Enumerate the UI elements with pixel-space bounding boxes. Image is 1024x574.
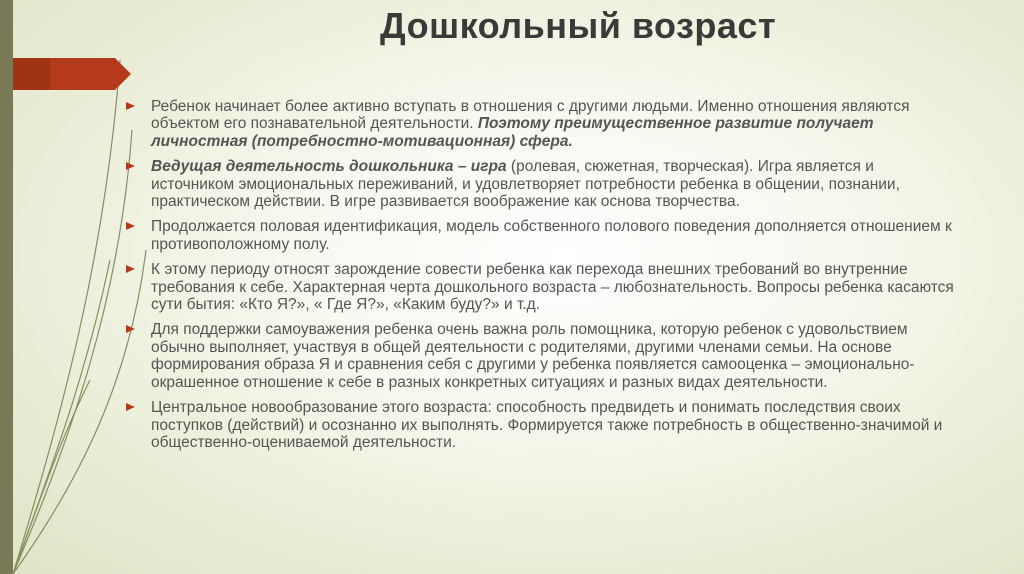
triangle-bullet-icon (126, 325, 135, 333)
triangle-bullet-icon (126, 102, 135, 110)
bullet-item (126, 158, 956, 210)
bullet-item (126, 218, 956, 253)
bullet-item (126, 321, 956, 391)
triangle-bullet-icon (126, 162, 135, 170)
bullet-emphasis: Ведущая деятельность дошкольника – игра (151, 158, 507, 176)
triangle-bullet-icon (126, 403, 135, 411)
decor-line (13, 60, 120, 574)
triangle-bullet-icon (126, 265, 135, 273)
bullet-list (126, 98, 956, 451)
bullet-text: Центральное новообразование этого возраста: способность предвидеть и понимать последствия своих поступков (действий) и осознанно их выполнять. Формируется также потребность в общественно-значимой и общественно-оцениваемой деятельности. (151, 399, 943, 451)
bullet-text: Для поддержки самоуважения ребенка очень важна роль помощника, которую ребенок с удовольствием обычно выполняет, участвуя в общей деятельности с родителями, другими членами семьи. На основе формирования образа Я и сравнения себя с другими у ребенка появляется самооценка – эмоционально-окрашенное отношение к себе в разных конкретных ситуациях и разных видах деятельности. (151, 321, 915, 391)
bullet-text: Ребенок начинает более активно вступать в отношения с другими людьми. Именно отношения являются объектом его познавательной деятельности. (151, 98, 910, 133)
bullet-text: (ролевая, сюжетная, творческая). Игра является и источником эмоциональных переживаний, и удовлетворяет потребности ребенка в общении, познании, практическом действии. В игре развивается воображение как основа творчества. (151, 158, 900, 211)
bullet-emphasis: Поэтому преимущественное развитие получает личностная (потребностно-мотивационная) сфера. (151, 115, 874, 150)
bullet-item (126, 98, 956, 150)
red-arrow-banner-shade (13, 58, 50, 90)
bullet-item (126, 261, 956, 313)
slide-title: Дошкольный возраст (380, 5, 777, 46)
bullet-text: Продолжается половая идентификация, модель собственного полового поведения дополняется отношением к противоположному полу. (151, 218, 952, 253)
decor-line (13, 130, 132, 574)
triangle-bullet-icon (126, 222, 135, 230)
slide-content (126, 98, 956, 459)
bullet-text: К этому периоду относят зарождение совести ребенка как перехода внешних требований во внутренние требования к себе. Характерная черта дошкольного возраста – любознательность. Вопросы ребенка касаются сути бытия: «Кто Я?», « Где Я?», «Каким буду?» и т.д. (151, 261, 954, 314)
bullet-item (126, 399, 956, 451)
